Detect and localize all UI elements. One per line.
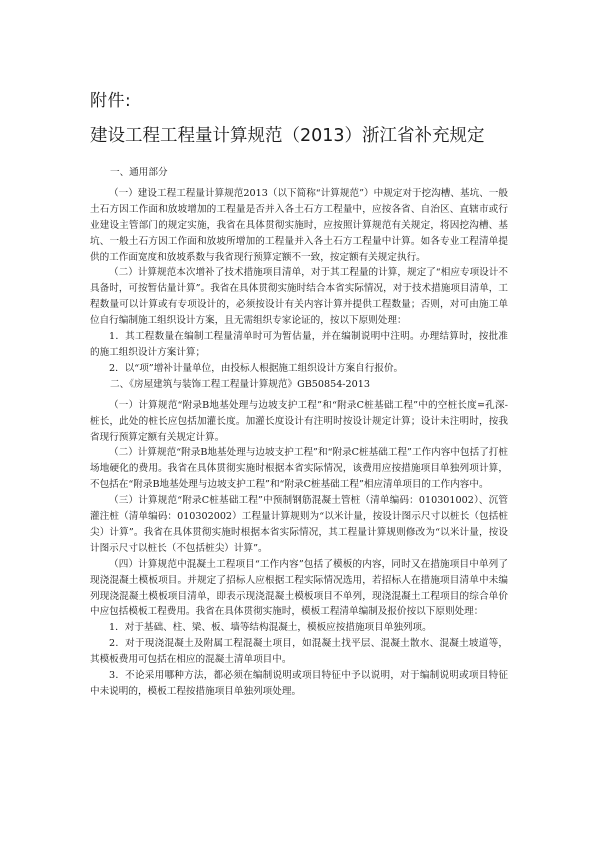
- paragraph: 1．其工程数量在编制工程量清单时可为暂估量，并在编制说明中注明。办理结算时，按批准的施工组织设计方案计算；: [90, 331, 508, 358]
- section-heading-general: 一、通用部分: [110, 167, 168, 178]
- document-body: [90, 165, 508, 700]
- section-heading-gb50854: 二、《房屋建筑与装饰工程工程量计算规范》GB50854-2013: [110, 378, 370, 390]
- document-title: 建设工程工程量计算规范（2013）浙江省补充规定: [90, 126, 485, 146]
- paragraph: 1．对于基础、柱、梁、板、墙等结构混凝土，模板应按措施项目单独列项。: [109, 622, 432, 634]
- paragraph: 2．以“项”增补计量单位，由投标人根据施工组织设计方案自行报价。: [109, 362, 404, 374]
- paragraph: （二）计算规范本次增补了技术措施项目清单，对于其工程量的计算，规定了“相应专项设计不具备时，可按暂估量计算”。我省在具体贯彻实施时结合本省实际情况，对于技术措施项目清单，工程数量可以计算或有专项设计的，必须按设计有关内容计算并提供工程数量；否则，对可由施工单位自行编制施工组织设计方案，且无需组织专家论证的，按以下原则处理：: [90, 267, 508, 327]
- paragraph: （三）计算规范“附录C桩基础工程”中预制钢筋混凝土管桩（清单编码：010301002）、沉管灌注桩（清单编码：010302002）工程量计算规则为“以米计量，按设计图示尺寸以桩长（包括桩尖）计算”。我省在具体贯彻实施时根据本省实际情况，其工程量计算规则修改为“以米计量，按设计图示尺寸以桩长（不包括桩尖）计算”。: [90, 495, 508, 554]
- paragraph: 2．对于現浇混凝土及附属工程混凝土项目，如混凝土找平层、混凝土散水、混凝土坡道等，其模板费用可包括在相应的混凝土清单项目中。: [90, 638, 508, 666]
- attachment-label: 附件:: [90, 91, 132, 111]
- paragraph: 3．不论采用哪种方法，都必须在编制说明或项目特征中予以说明，对于编制说明或项目特征中未说明的，模板工程按措施项目单独列项处理。: [90, 670, 508, 697]
- paragraph: （一）计算规范“附录B地基处理与边坡支护工程”和“附录C桩基础工程”中的空桩长度=孔深-桩长，此处的桩长应包括加灌长度。加灌长度设计有注明时按设计规定计算；设计未注明时，按我省现行预算定额有关规定计算。: [90, 399, 508, 443]
- paragraph: （四）计算规范中混凝土工程项目“工作内容”包括了模板的内容，同时又在措施项目中单列了现浇混凝土模板项目。并规定了招标人应根据工程实际情况选用，若招标人在措施项目清单中未编列现浇混凝土模板项目清单，即表示现浇混凝土模板项目不单列，现浇混凝土工程项目的综合单价中应包括模板工程费用。我省在具体贯彻实施时，模板工程清单编制及报价按以下原则处理：: [90, 558, 508, 618]
- paragraph: （一）建设工程工程量计算规范2013（以下简称“计算规范”）中规定对于挖沟槽、基坑、一般土石方因工作面和放坡增加的工程量是否并入各土石方工程量中，应按各省、自治区、直辖市或行业建设主管部门的规定实施，我省在具体贯彻实施时，应按照计算规范有关规定，将因挖沟槽、基坑、一般土石方因工作面和放坡所增加的工程量并入各土石方工程量中计算。如各专业工程清单提供的工作面宽度和放坡系数与我省现行预算定额不一致，按定额有关规定执行。: [90, 187, 508, 263]
- paragraph: （二）计算规范“附录B地基处理与边坡支护工程”和“附录C桩基础工程”工作内容中包括了打桩场地硬化的费用。我省在具体贯彻实施时根据本省实际情况，该费用应按措施项目单独列项计算，不包括在“附录B地基处理与边坡支护工程”和“附录C桩基础工程”相应清单项目的工作内容中。: [90, 447, 508, 491]
